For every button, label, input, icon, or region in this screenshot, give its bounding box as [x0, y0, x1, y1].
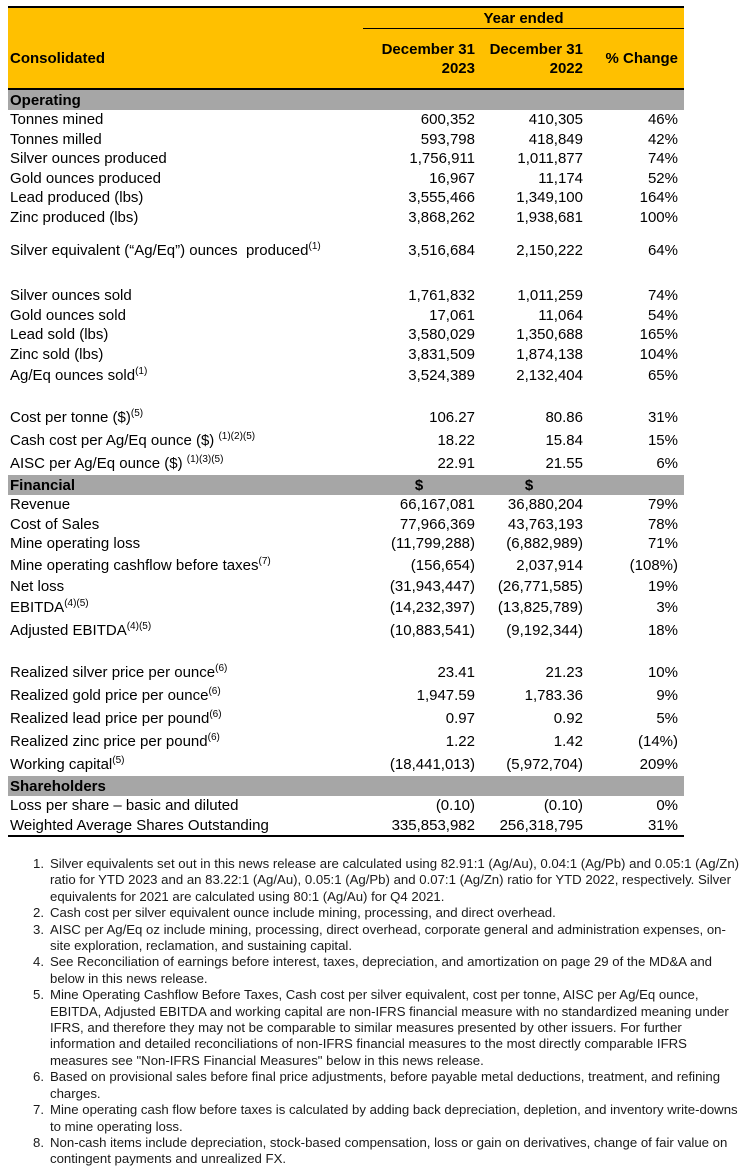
cell-pct-change: 0%	[656, 797, 678, 815]
cell-pct-change: 165%	[639, 326, 678, 344]
cell-2022: 43,763,193	[507, 515, 583, 533]
row-label	[8, 307, 363, 324]
table-row	[8, 429, 684, 452]
footnote-number: 6.	[33, 1069, 44, 1085]
cell-2023: 3,524,389	[408, 367, 475, 384]
cell-pct-change: 104%	[639, 345, 678, 363]
row-label	[8, 622, 363, 639]
cell-2023: 16,967	[429, 169, 475, 187]
footnote-text: Mine Operating Cashflow Before Taxes, Cash cost per silver equivalent, cost per tonne, AISC per Ag/Eq ounce, EBITDA, Adjusted EBITDA and working capital are non-IFRS financial measure with no standardized meaning under IFRS, and therefore they may not be comparable to similar measures presented by other issuers. For further information and detailed reconciliations of non-IFRS financial measures to the most directly comparable IFRS measures see "Non-IFRS Financial Measures" below in this news release.	[50, 987, 729, 1068]
cell-2023: 1,756,911	[409, 150, 475, 168]
cell-2022: 418,849	[528, 130, 583, 148]
footnote-item	[33, 1069, 746, 1102]
footnote-text: See Reconciliation of earnings before interest, taxes, depreciation, and amortization on page 29 of the MD&A and below in this news release.	[50, 954, 712, 986]
table-row	[8, 753, 684, 776]
footnote-reference: (1)	[135, 366, 148, 377]
row-label-text: Silver ounces sold	[10, 287, 132, 305]
table-row	[8, 796, 684, 816]
footnote-reference: (1)(3)(5)	[186, 454, 224, 465]
footnote-item	[33, 1135, 746, 1168]
row-label	[8, 170, 363, 187]
cell-2022: 80.86	[545, 409, 583, 426]
cell-2023: 77,966,369	[399, 515, 475, 533]
cell-2022: 11,064	[538, 306, 583, 324]
cell-pct-change: 78%	[647, 515, 678, 533]
footnote-item	[33, 954, 746, 987]
cell-2022: (6,882,989)	[506, 535, 583, 553]
row-label-text: Adjusted EBITDA	[10, 622, 127, 639]
spacer-row	[8, 642, 684, 661]
cell-pct-change: 74%	[647, 150, 678, 168]
table-row	[8, 730, 684, 753]
column-header-pct-change: % Change	[605, 50, 678, 67]
table-row	[8, 239, 684, 262]
cell-pct-change: 64%	[647, 242, 678, 259]
table-row	[8, 325, 684, 345]
footnote-reference: (5)	[130, 408, 144, 419]
footnote-text: AISC per Ag/Eq oz include mining, processing, direct overhead, corporate general and administration expenses, on-site exploration, reclamation, and sustaining capital.	[50, 921, 726, 954]
cell-2023: 3,555,466	[408, 189, 475, 207]
footnote-reference: (5)	[112, 755, 125, 766]
row-label	[8, 733, 363, 750]
cell-pct-change: 6%	[656, 455, 678, 472]
cell-pct-change: 42%	[647, 130, 678, 148]
cell-pct-change: 19%	[647, 577, 678, 595]
cell-pct-change: (108%)	[629, 556, 678, 574]
row-label-text: Lead sold (lbs)	[10, 326, 109, 344]
cell-2022: (9,192,344)	[506, 622, 583, 639]
row-label	[8, 817, 363, 834]
footnote-number: 5.	[33, 987, 44, 1003]
row-label-text: Lead produced (lbs)	[10, 189, 144, 207]
cell-pct-change: 52%	[647, 169, 678, 187]
cell-2023: (31,943,447)	[389, 577, 475, 595]
column-header-2022-line1: December 31	[489, 40, 583, 58]
row-label	[8, 409, 363, 426]
footnote-number: 8.	[33, 1134, 44, 1150]
row-label	[8, 209, 363, 226]
table-row	[8, 286, 684, 306]
footnote-text: Silver equivalents set out in this news release are calculated using 82.91:1 (Ag/Au), 0.04:1 (Ag/Pb) and 0.05:1 (Ag/Zn) ratio for YTD 2023 and an 83.22:1 (Ag/Au), 0.05:1 (Ag/Pb) and 0.07:1 (Ag/Zn) ratio for YTD 2022, respectively. Silver equivalents for 2021 are calculated using 80:1 (Ag/Au) for Q4 2021.	[50, 856, 740, 904]
row-label-text: Cash cost per Ag/Eq ounce ($)	[10, 432, 219, 449]
financial-results-table	[8, 6, 684, 837]
cell-pct-change: 54%	[647, 306, 678, 324]
cell-2023: (10,883,541)	[389, 622, 475, 639]
cell-2023: 593,798	[420, 130, 475, 148]
table-header-main-row	[8, 29, 684, 88]
table-row	[8, 684, 684, 707]
table-row	[8, 515, 684, 535]
footnote-reference: (6)	[207, 732, 220, 743]
row-label	[8, 778, 363, 795]
table-row	[8, 495, 684, 515]
table-row	[8, 306, 684, 326]
column-header-2023-line1: December 31	[381, 40, 475, 58]
footnote-text: Cash cost per silver equivalent ounce include mining, processing, and direct overhead.	[50, 905, 556, 921]
row-label-text: Net loss	[10, 577, 65, 595]
row-label	[8, 326, 363, 343]
table-row	[8, 208, 684, 228]
row-label	[8, 189, 363, 206]
cell-2022: 21.23	[545, 664, 583, 681]
table-row	[8, 364, 684, 387]
footnotes	[33, 856, 746, 1168]
cell-2022: 1,938,681	[516, 208, 583, 226]
row-label	[8, 477, 363, 494]
row-label-text: Gold ounces produced	[10, 169, 161, 187]
row-label-text: EBITDA	[10, 599, 65, 616]
cell-2023: 3,516,684	[408, 242, 475, 259]
row-label	[8, 432, 363, 449]
cell-2022: (26,771,585)	[497, 577, 583, 595]
cell-2023: 17,061	[429, 306, 475, 324]
footnote-number: 1.	[33, 856, 44, 871]
row-label	[8, 710, 363, 727]
row-label-text: Realized lead price per pound	[10, 710, 210, 727]
table-row	[8, 452, 684, 475]
footnote-number: 2.	[33, 905, 44, 921]
row-label-text: Cost of Sales	[10, 515, 100, 533]
row-label	[8, 687, 363, 704]
footnote-reference: (6)	[215, 663, 228, 674]
row-label-text: Mine operating loss	[10, 535, 141, 553]
cell-pct-change: 65%	[647, 367, 678, 384]
row-label-text: Mine operating cashflow before taxes	[10, 556, 259, 574]
row-label-text: Operating	[10, 91, 81, 109]
row-label-text: Loss per share – basic and diluted	[10, 797, 239, 815]
column-header-2023-line2: 2023	[441, 59, 475, 77]
consolidated-label: Consolidated	[10, 50, 106, 67]
cell-pct-change: 46%	[647, 111, 678, 129]
cell-2023: $	[414, 476, 424, 494]
table-row	[8, 554, 684, 577]
cell-pct-change: 3%	[656, 599, 678, 616]
footnote-item	[33, 922, 746, 955]
cell-2023: 3,868,262	[408, 208, 475, 226]
row-label-text: Weighted Average Shares Outstanding	[10, 816, 269, 834]
spacer-row	[8, 227, 684, 239]
table-row	[8, 534, 684, 554]
cell-pct-change: 31%	[647, 409, 678, 426]
cell-2023: (18,441,013)	[389, 756, 475, 773]
footnote-number: 3.	[33, 921, 44, 937]
table-row	[8, 188, 684, 208]
cell-pct-change: 100%	[639, 208, 678, 226]
cell-pct-change: 18%	[647, 622, 678, 639]
footnote-reference: (7)	[258, 555, 271, 567]
footnote-reference: (6)	[209, 709, 222, 720]
row-label	[8, 150, 363, 167]
row-label-text: AISC per Ag/Eq ounce ($)	[10, 455, 187, 472]
row-label-text: Zinc sold (lbs)	[10, 345, 104, 363]
row-label	[8, 287, 363, 304]
row-label-text: Gold ounces sold	[10, 306, 126, 324]
cell-2022: 410,305	[528, 111, 583, 129]
row-label	[8, 535, 363, 552]
cell-2022: 256,318,795	[499, 816, 583, 834]
cell-2023: (156,654)	[410, 556, 475, 574]
footnote-text: Based on provisional sales before final price adjustments, before payable metal deductions, treatment, and refining charges.	[50, 1069, 721, 1101]
cell-2023: 106.27	[429, 409, 475, 426]
row-label-text: Realized silver price per ounce	[10, 664, 216, 681]
table-row	[8, 596, 684, 619]
cell-2022: (13,825,789)	[497, 599, 583, 616]
footnote-number: 4.	[33, 954, 44, 970]
table-row	[8, 707, 684, 730]
cell-2023: 3,831,509	[408, 345, 475, 363]
cell-pct-change: 209%	[639, 756, 678, 773]
cell-2022: 0.92	[553, 710, 583, 727]
row-label-text: Working capital	[10, 756, 113, 773]
footnote-number: 7.	[33, 1102, 44, 1118]
row-label	[8, 92, 363, 109]
cell-2023: 18.22	[437, 432, 475, 449]
footnote-reference: (6)	[208, 686, 221, 697]
cell-pct-change: 15%	[647, 432, 678, 449]
cell-2022: 2,150,222	[516, 242, 583, 259]
cell-2023: 1,947.59	[416, 687, 475, 704]
row-label-text: Ag/Eq ounces sold	[10, 367, 136, 384]
row-label	[8, 797, 363, 814]
cell-2023: (0.10)	[435, 797, 475, 815]
footnote-reference: (1)(2)(5)	[218, 431, 256, 442]
footnote-item	[33, 905, 746, 921]
footnote-text: Non-cash items include depreciation, stock-based compensation, loss or gain on derivatives, change of fair value on contingent payments and unrealized FX.	[50, 1134, 728, 1167]
cell-2023: 1.22	[445, 733, 475, 750]
cell-pct-change: 79%	[647, 496, 678, 514]
row-label	[8, 346, 363, 363]
cell-2022: 1,350,688	[516, 326, 583, 344]
table-row	[8, 169, 684, 189]
table-row	[8, 619, 684, 642]
cell-pct-change: 10%	[647, 664, 678, 681]
cell-2023: 1,761,832	[408, 287, 475, 305]
cell-2022: (5,972,704)	[506, 756, 583, 773]
spacer-row	[8, 262, 684, 286]
section-header-row	[8, 90, 684, 110]
cell-2022: 1,011,259	[517, 287, 583, 305]
cell-2022: 15.84	[545, 432, 583, 449]
row-label	[8, 496, 363, 513]
footnote-reference: (4)(5)	[126, 621, 152, 632]
row-label-text: Cost per tonne ($)	[10, 409, 131, 426]
table-row	[8, 345, 684, 365]
row-label	[8, 242, 363, 259]
row-label-text: Zinc produced (lbs)	[10, 208, 139, 226]
row-label	[8, 111, 363, 128]
cell-2023: 335,853,982	[391, 816, 475, 834]
footnote-item	[33, 987, 746, 1069]
row-label-text: Revenue	[10, 496, 71, 514]
table-header	[8, 6, 684, 90]
row-label	[8, 455, 363, 472]
cell-2023: 3,580,029	[408, 326, 475, 344]
header-empty-cell	[8, 8, 363, 29]
table-row	[8, 577, 684, 597]
cell-pct-change: 31%	[647, 816, 678, 834]
footnote-item	[33, 856, 746, 905]
row-label-text: Silver equivalent (“Ag/Eq”) ounces produced	[10, 242, 309, 259]
cell-2023: 0.97	[445, 710, 475, 727]
cell-2023: 66,167,081	[399, 496, 475, 514]
cell-pct-change: 164%	[639, 189, 678, 207]
row-label	[8, 599, 363, 616]
spacer-row	[8, 387, 684, 406]
cell-2022: 1,783.36	[524, 687, 583, 704]
cell-2023: (14,232,397)	[389, 599, 475, 616]
cell-2022: 2,037,914	[516, 556, 583, 574]
cell-2022: $	[524, 476, 534, 494]
table-row	[8, 149, 684, 169]
cell-2022: 36,880,204	[507, 496, 583, 514]
table-row	[8, 130, 684, 150]
cell-pct-change: 5%	[656, 710, 678, 727]
footnote-item	[33, 1102, 746, 1135]
row-label-text: Silver ounces produced	[10, 150, 167, 168]
column-header-2022	[475, 40, 583, 78]
cell-2022: 1,011,877	[517, 150, 583, 168]
cell-pct-change: 74%	[647, 287, 678, 305]
row-label	[8, 367, 363, 384]
year-ended-label: Year ended	[363, 8, 684, 29]
table-body	[8, 90, 684, 837]
footnote-reference: (4)(5)	[64, 598, 89, 609]
row-label-text: Realized zinc price per pound	[10, 733, 208, 750]
table-header-top-row	[8, 8, 684, 29]
row-label-text: Tonnes mined	[10, 111, 104, 129]
row-label-text: Shareholders	[10, 777, 106, 795]
cell-2022: 1,874,138	[516, 345, 583, 363]
cell-2022: 11,174	[538, 169, 583, 187]
row-label	[8, 578, 363, 595]
row-label	[8, 516, 363, 533]
table-row	[8, 661, 684, 684]
cell-2023: (11,799,288)	[391, 535, 475, 553]
row-label-text: Financial	[10, 476, 76, 494]
cell-2022: 21.55	[545, 455, 583, 472]
cell-2023: 600,352	[420, 111, 475, 129]
cell-pct-change: (14%)	[637, 733, 678, 750]
row-label	[8, 131, 363, 148]
cell-2022: 1,349,100	[516, 189, 583, 207]
cell-pct-change: 9%	[656, 687, 678, 704]
cell-2022: 1.42	[553, 733, 583, 750]
section-header-row	[8, 776, 684, 796]
cell-pct-change: 71%	[647, 535, 678, 553]
column-header-2023	[363, 40, 475, 78]
footnote-text: Mine operating cash flow before taxes is calculated by adding back depreciation, depletion, and inventory write-downs to mine operating loss.	[50, 1102, 738, 1134]
section-header-row	[8, 475, 684, 495]
row-label-text: Tonnes milled	[10, 130, 102, 148]
table-row	[8, 406, 684, 429]
row-label	[8, 756, 363, 773]
cell-2022: 2,132,404	[516, 367, 583, 384]
row-label-text: Realized gold price per ounce	[10, 687, 209, 704]
cell-2023: 22.91	[437, 455, 475, 472]
table-row	[8, 110, 684, 130]
column-header-2022-line2: 2022	[549, 59, 583, 77]
table-row	[8, 816, 684, 836]
row-label	[8, 557, 363, 574]
cell-2023: 23.41	[437, 664, 475, 681]
row-label	[8, 664, 363, 681]
cell-2022: (0.10)	[543, 797, 583, 815]
footnote-reference: (1)	[308, 241, 321, 252]
